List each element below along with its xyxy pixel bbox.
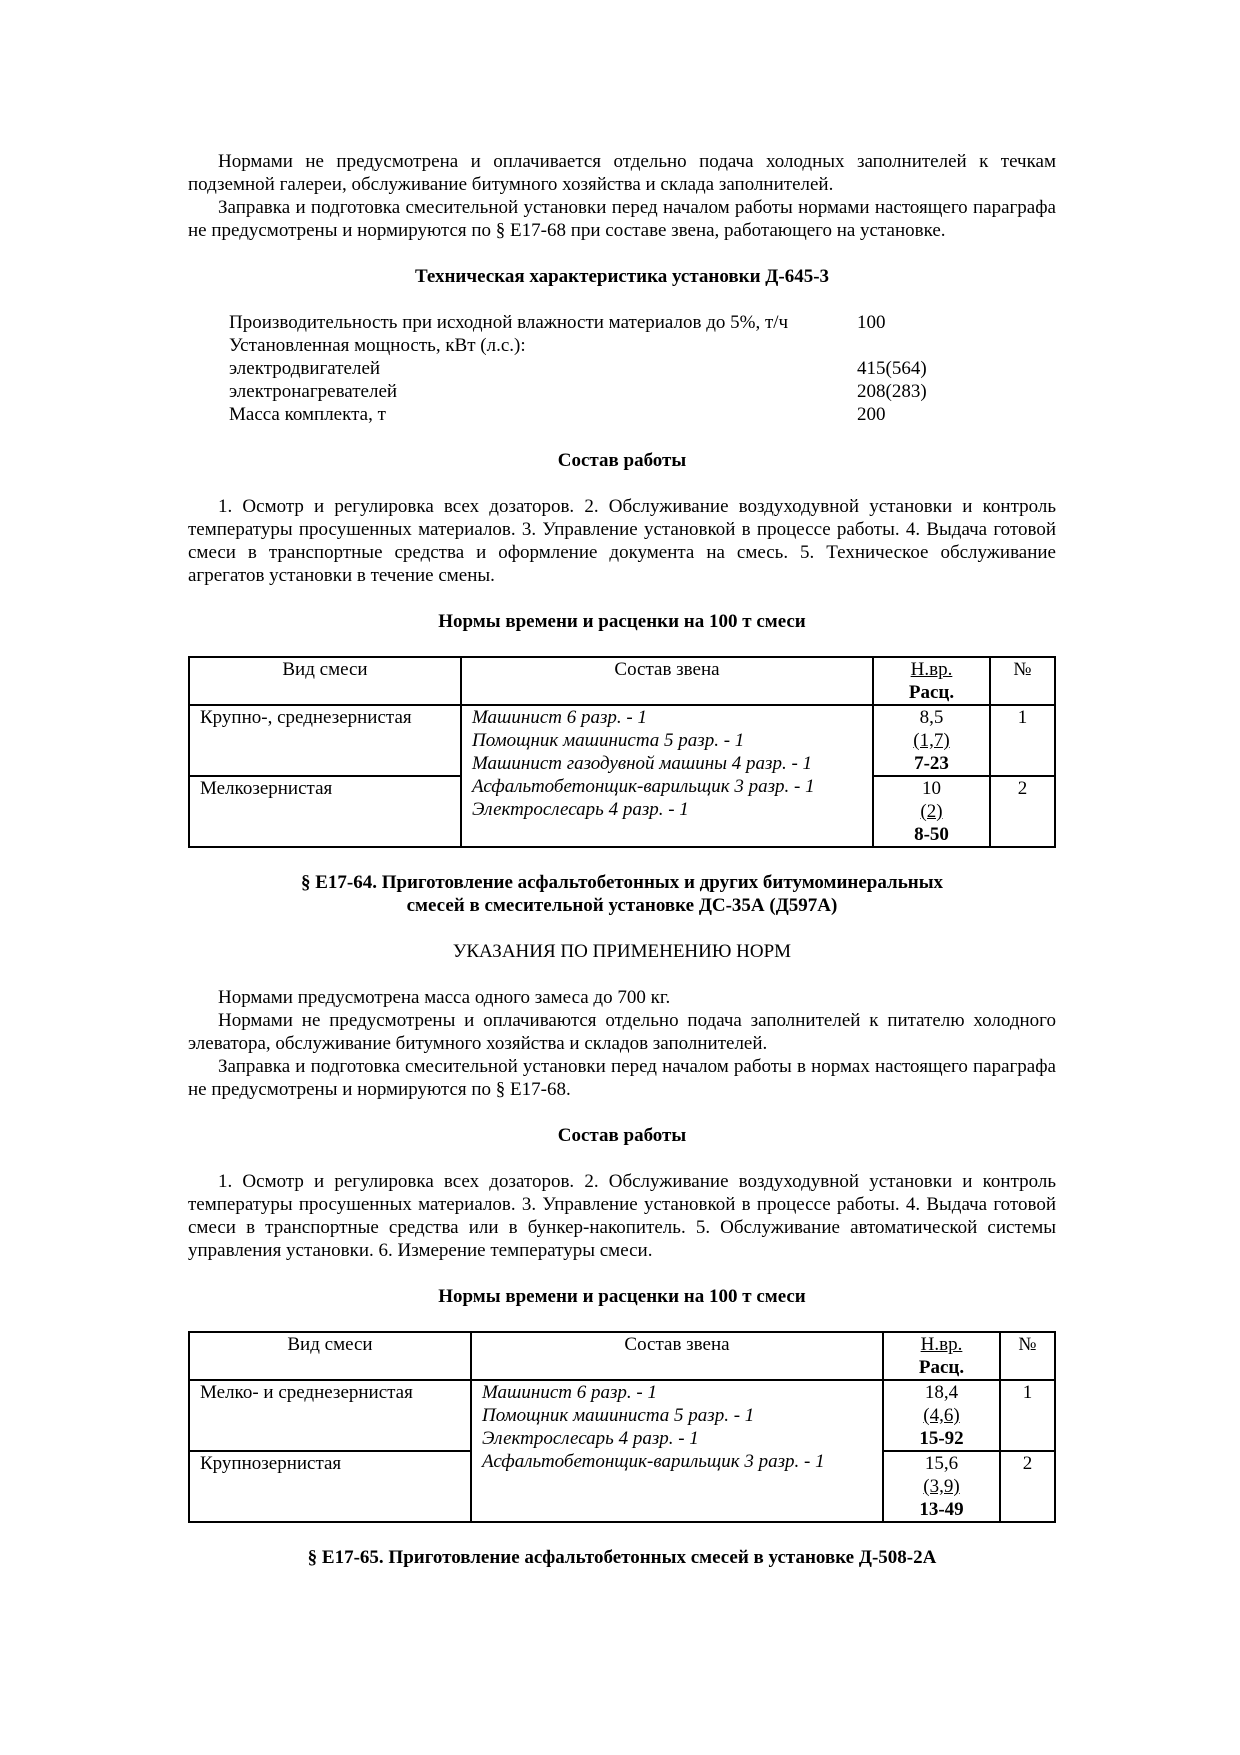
spec-row <box>229 311 989 334</box>
rate-value: 7-23 <box>914 753 949 774</box>
rate-value: 8-50 <box>914 824 949 845</box>
section-title-e17-64-line1: § Е17-64. Приготовление асфальтобетонных и других битумоминеральных <box>300 872 944 893</box>
crew-member: Электрослесарь 4 разр. - 1 <box>482 1428 699 1449</box>
norms-title-2: Нормы времени и расценки на 100 т смеси <box>438 1286 806 1307</box>
header-norm-rate <box>883 1332 1000 1380</box>
norm-rate-cell <box>883 1380 1000 1451</box>
header-number: № <box>990 657 1055 705</box>
crew-member: Помощник машиниста 5 разр. - 1 <box>482 1405 755 1426</box>
row-number-cell: 2 <box>1000 1451 1055 1522</box>
crew-member: Асфальтобетонщик-варильщик 3 разр. - 1 <box>482 1451 825 1472</box>
norms-title-1: Нормы времени и расценки на 100 т смеси <box>438 611 806 632</box>
spec-table <box>229 311 989 426</box>
norm-time-value: 8,5 <box>919 707 944 728</box>
crew-member: Асфальтобетонщик-варильщик 3 разр. - 1 <box>472 776 815 797</box>
instructions-paragraph-2: Нормами не предусмотрены и оплачиваются отдельно подача заполнителей к питателю холодного элеватора, обслуживание битумного хозяйства и складов заполнителей. <box>188 1010 1056 1054</box>
spec-row <box>229 380 989 403</box>
crew-member: Машинист 6 разр. - 1 <box>482 1382 657 1403</box>
norm-extra-value: (1,7) <box>913 730 950 751</box>
instructions-paragraph-1: Нормами предусмотрена масса одного замеса до 700 кг. <box>218 987 671 1008</box>
spec-row <box>229 334 989 357</box>
mix-type-cell: Мелко- и среднезернистая <box>189 1380 471 1451</box>
norm-rate-cell <box>873 776 990 847</box>
work-composition-text-2: 1. Осмотр и регулировка всех дозаторов. 2. Обслуживание воздуходувной установки и контроль температуры просушенных материалов. 3. Управление установкой в процессе работы. 4. Выдача готовой смеси в транспортные средства или в бункер-накопитель. 5. Обслуживание автоматической системы управления установки. 6. Измерение температуры смеси. <box>188 1171 1056 1261</box>
header-norm-time: Н.вр. <box>920 1334 963 1355</box>
spec-value <box>857 334 989 357</box>
crew-member: Машинист 6 разр. - 1 <box>472 707 647 728</box>
spec-label: электронагревателей <box>229 381 398 402</box>
mix-type-cell: Крупно-, среднезернистая <box>189 705 461 776</box>
norm-rate-cell <box>883 1451 1000 1522</box>
table-row <box>189 705 1055 776</box>
norm-time-value: 15,6 <box>924 1453 959 1474</box>
norm-extra-value: (2) <box>920 801 943 822</box>
header-rate: Расц. <box>908 682 955 703</box>
intro-paragraph-1: Нормами не предусмотрена и оплачивается отдельно подача холодных заполнителей к течкам подземной галереи, обслуживание битумного хозяйства и склада заполнителей. <box>188 151 1056 195</box>
table-row <box>189 1380 1055 1451</box>
row-number-cell: 2 <box>990 776 1055 847</box>
crew-cell <box>471 1380 883 1522</box>
spec-value: 100 <box>857 312 886 333</box>
header-number: № <box>1000 1332 1055 1380</box>
work-composition-title-2: Состав работы <box>557 1125 687 1146</box>
header-mix-type: Вид смеси <box>189 1332 471 1380</box>
header-crew: Состав звена <box>471 1332 883 1380</box>
rate-value: 13-49 <box>919 1499 964 1520</box>
row-number-cell: 1 <box>990 705 1055 776</box>
norm-extra-value: (3,9) <box>923 1476 960 1497</box>
spec-label: электродвигателей <box>229 358 381 379</box>
instructions-title: УКАЗАНИЯ ПО ПРИМЕНЕНИЮ НОРМ <box>452 941 792 962</box>
header-mix-type: Вид смеси <box>189 657 461 705</box>
norms-table-1 <box>188 656 1056 848</box>
spec-value: 200 <box>857 404 886 425</box>
header-norm-time: Н.вр. <box>910 659 953 680</box>
spec-label: Масса комплекта, т <box>229 404 386 425</box>
spec-title: Техническая характеристика установки Д-645-3 <box>414 266 830 287</box>
work-composition-text-1: 1. Осмотр и регулировка всех дозаторов. 2. Обслуживание воздуходувной установки и контроль температуры просушенных материалов. 3. Управление установкой в процессе работы. 4. Выдача готовой смеси в транспортные средства и оформление документа на смесь. 5. Техническое обслуживание агрегатов установки в течение смены. <box>188 496 1056 586</box>
header-crew: Состав звена <box>461 657 873 705</box>
spec-value: 208(283) <box>857 381 927 402</box>
spec-label: Производительность при исходной влажности материалов до 5%, т/ч <box>229 312 789 333</box>
norms-table-2 <box>188 1331 1056 1523</box>
norm-time-value: 18,4 <box>924 1382 959 1403</box>
crew-member: Машинист газодувной машины 4 разр. - 1 <box>472 753 813 774</box>
intro-paragraph-2: Заправка и подготовка смесительной установки перед началом работы нормами настоящего параграфа не предусмотрены и нормируются по § Е17-68 при составе звена, работающего на установке. <box>188 197 1056 241</box>
crew-cell <box>461 705 873 847</box>
spec-value: 415(564) <box>857 358 927 379</box>
instructions-paragraph-3: Заправка и подготовка смесительной установки перед началом работы в нормах настоящего параграфа не предусмотрены и нормируются по § Е17-68. <box>188 1056 1056 1100</box>
spec-label: Установленная мощность, кВт (л.с.): <box>229 335 526 356</box>
norm-rate-cell <box>873 705 990 776</box>
norm-time-value: 10 <box>922 778 941 799</box>
mix-type-cell: Мелкозернистая <box>189 776 461 847</box>
crew-member: Помощник машиниста 5 разр. - 1 <box>472 730 745 751</box>
crew-member: Электрослесарь 4 разр. - 1 <box>472 799 689 820</box>
mix-type-cell: Крупнозернистая <box>189 1451 471 1522</box>
header-norm-rate <box>873 657 990 705</box>
work-composition-title-1: Состав работы <box>557 450 687 471</box>
norm-extra-value: (4,6) <box>923 1405 960 1426</box>
section-title-e17-65: § Е17-65. Приготовление асфальтобетонных смесей в установке Д-508-2А <box>307 1547 937 1568</box>
norms-header-row <box>189 657 1055 705</box>
spec-row <box>229 357 989 380</box>
rate-value: 15-92 <box>919 1428 964 1449</box>
row-number-cell: 1 <box>1000 1380 1055 1451</box>
spec-row <box>229 403 989 426</box>
header-rate: Расц. <box>918 1357 965 1378</box>
norms-header-row <box>189 1332 1055 1380</box>
section-title-e17-64-line2: смесей в смесительной установке ДС-35А (Д597А) <box>406 895 838 916</box>
